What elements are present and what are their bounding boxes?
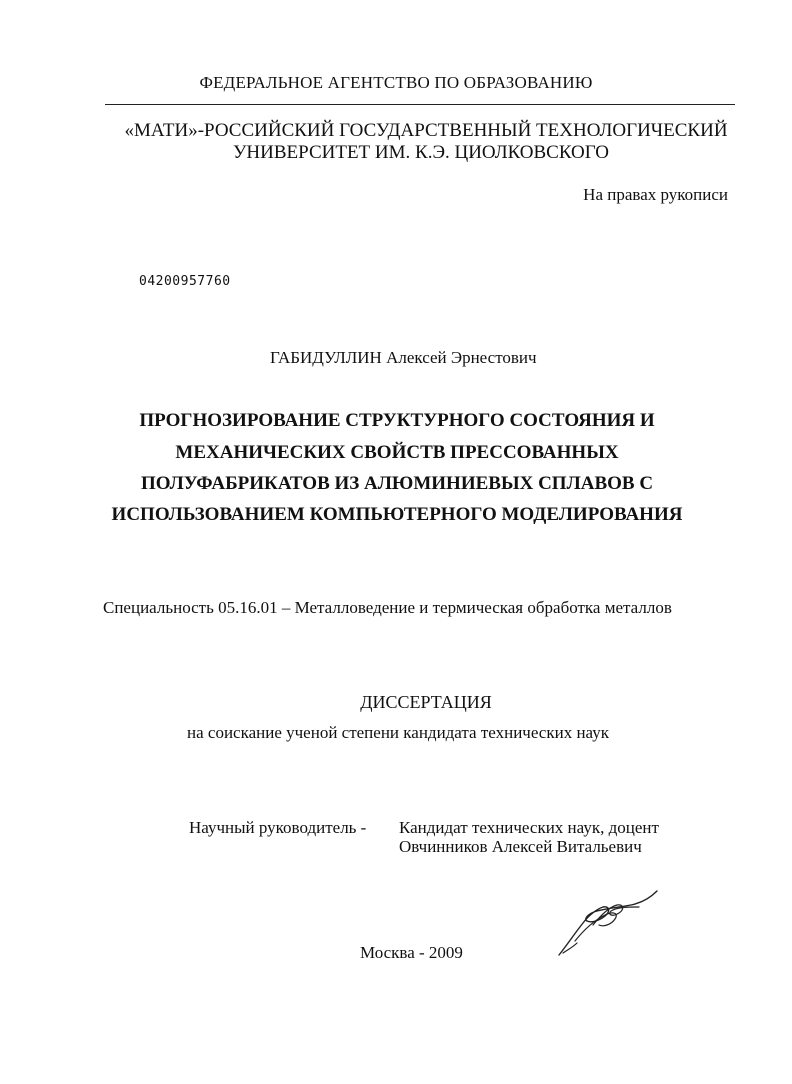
supervisor-title: Кандидат технических наук, доцент (399, 818, 659, 837)
supervisor-name: Овчинников Алексей Витальевич (399, 837, 642, 856)
university-name-line2: УНИВЕРСИТЕТ ИМ. К.Э. ЦИОЛКОВСКОГО (232, 142, 610, 163)
title-line-4: ИСПОЛЬЗОВАНИЕМ КОМПЬЮТЕРНОГО МОДЕЛИРОВАНИЯ (111, 504, 683, 525)
place-and-year: Москва - 2009 (360, 943, 463, 962)
header-divider (105, 104, 735, 105)
university-name-line1: «МАТИ»-РОССИЙСКИЙ ГОСУДАРСТВЕННЫЙ ТЕХНОЛОГИЧЕСКИЙ (124, 120, 728, 141)
degree-statement: на соискание ученой степени кандидата технических наук (187, 723, 610, 742)
signature-icon (553, 885, 663, 960)
supervisor-label: Научный руководитель - (189, 818, 367, 837)
author-name: ГАБИДУЛЛИН Алексей Эрнестович (270, 348, 537, 367)
title-line-3: ПОЛУФАБРИКАТОВ ИЗ АЛЮМИНИЕВЫХ СПЛАВОВ С (140, 473, 654, 494)
title-line-2: МЕХАНИЧЕСКИХ СВОЙСТВ ПРЕССОВАННЫХ (175, 442, 619, 463)
specialty: Специальность 05.16.01 – Металловедение и термическая обработка металлов (103, 598, 672, 617)
agency-name: ФЕДЕРАЛЬНОЕ АГЕНТСТВО ПО ОБРАЗОВАНИЮ (199, 73, 593, 92)
document-code: 04200957760 (139, 274, 231, 289)
dissertation-heading: ДИССЕРТАЦИЯ (360, 692, 492, 712)
manuscript-note: На правах рукописи (583, 185, 728, 204)
title-line-1: ПРОГНОЗИРОВАНИЕ СТРУКТУРНОГО СОСТОЯНИЯ И (139, 410, 655, 431)
